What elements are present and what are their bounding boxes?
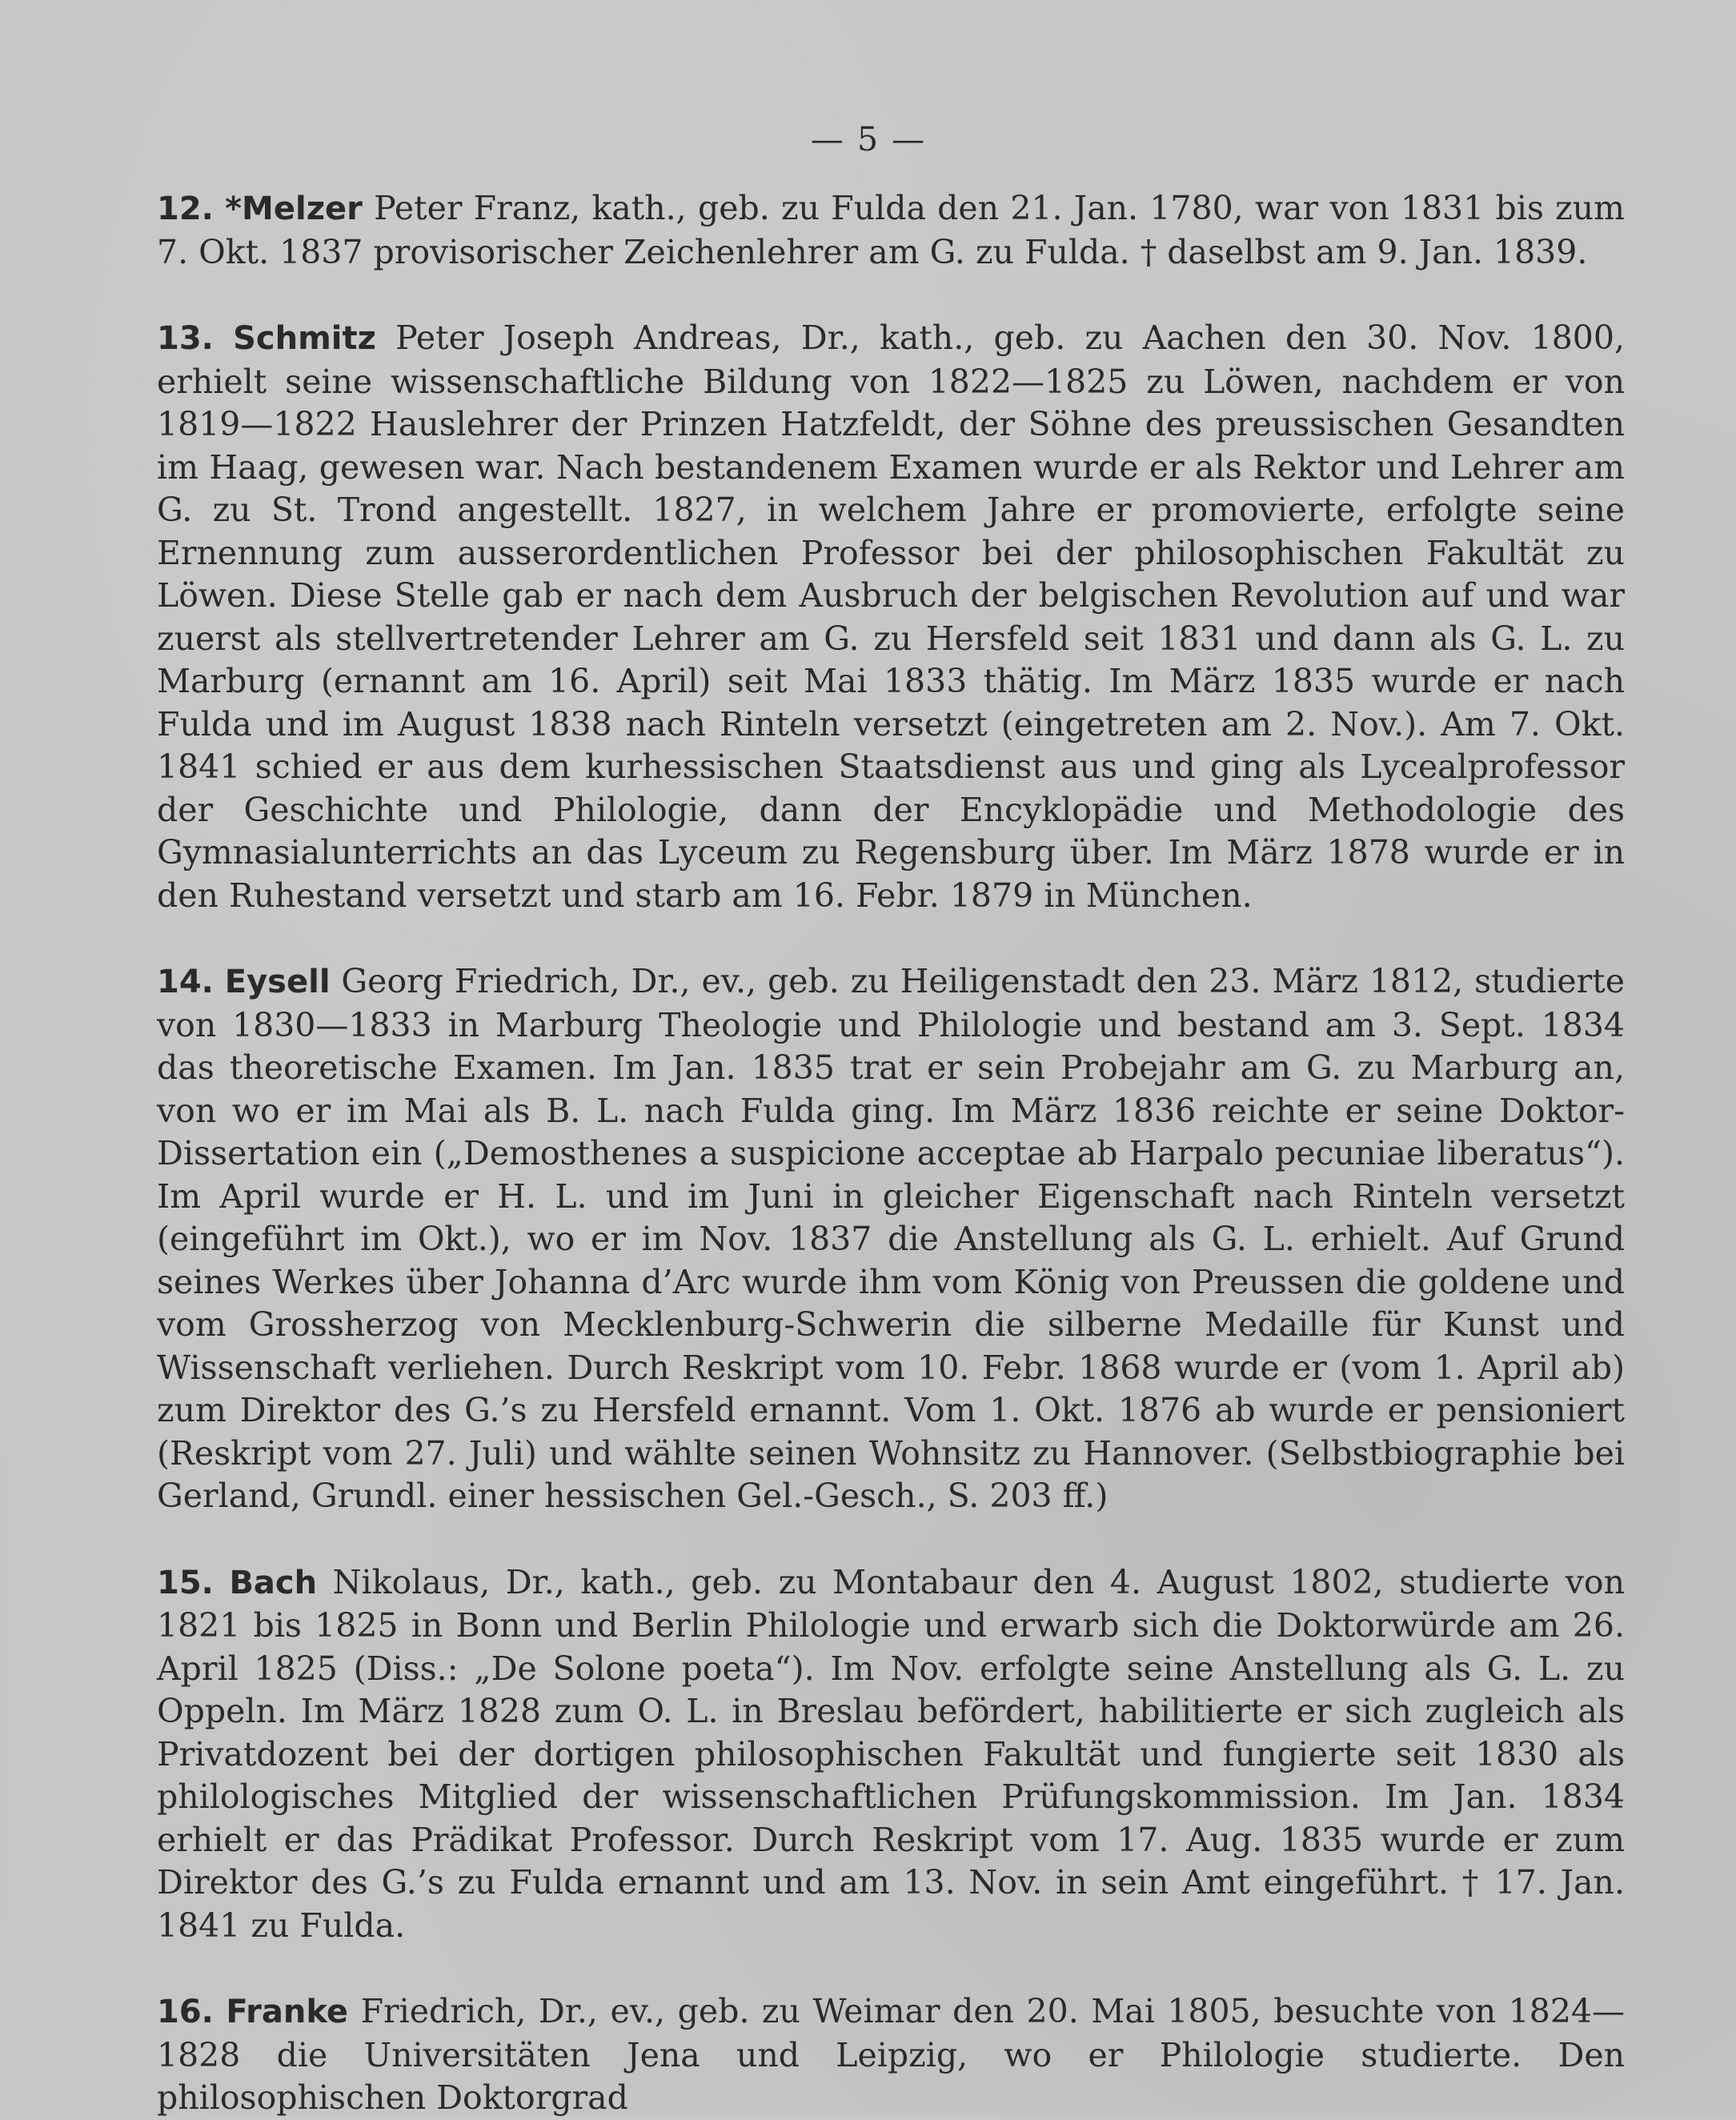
entry-paragraph xyxy=(80,1990,1625,2120)
entry-text: Georg Friedrich, Dr., ev., geb. zu Heiligenstadt den 23. März 1812, studierte von 1830—1833 in Marburg Theologie und Philologie und bestand am 3. Sept. 1834 das theoretische Examen. Im Jan. 1835 trat er sein Probejahr am G. zu Marburg an, von wo er im Mai als B. L. nach Fulda ging. Im März 1836 reichte er seine Doktor-Dissertation ein („Demosthenes a suspicione acceptae ab Harpalo pecuniae liberatus“). Im April wurde er H. L. und im Juni in gleicher Eigenschaft nach Rinteln versetzt (eingeführt im Okt.), wo er im Nov. 1837 die Anstellung als G. L. erhielt. Auf Grund seines Werkes über Johanna d’Arc wurde ihm vom König von Preussen die goldene und vom Grossherzog von Mecklenburg-Schwerin die silberne Medaille für Kunst und Wissenschaft verliehen. Durch Reskript vom 10. Febr. 1868 wurde er (vom 1. April ab) zum Direktor des G.’s zu Hersfeld ernannt. Vom 1. Okt. 1876 ab wurde er pensioniert (Reskript vom 27. Juli) und wählte seinen Wohnsitz zu Hannover. (Selbstbiographie bei Gerland, Grundl. einer hessischen Gel.-Gesch., S. 203 ff.) xyxy=(157,962,1625,1515)
entry-name: *Melzer xyxy=(225,190,363,227)
entry-12 xyxy=(80,187,1625,274)
entry-number: 15. xyxy=(157,1564,214,1601)
entry-text: Peter Franz, kath., geb. zu Fulda den 21. Jan. 1780, war von 1831 bis zum 7. Okt. 1837 provisorischer Zeichenlehrer am G. zu Fulda. † daselbst am 9. Jan. 1839. xyxy=(157,189,1625,271)
entry-name: Bach xyxy=(229,1564,318,1601)
entry-paragraph xyxy=(80,317,1625,917)
entry-16 xyxy=(80,1990,1625,2120)
entry-number: 12. xyxy=(157,190,214,227)
entry-number: 13. xyxy=(157,320,214,357)
entry-paragraph xyxy=(80,187,1625,274)
entry-14 xyxy=(80,960,1625,1518)
entry-name: Schmitz xyxy=(233,320,376,357)
page-number: — 5 — xyxy=(810,120,927,158)
entry-name: Eysell xyxy=(224,964,331,1000)
entry-15 xyxy=(80,1561,1625,1948)
entry-text: Nikolaus, Dr., kath., geb. zu Montabaur den 4. August 1802, studierte von 1821 bis 1825 in Bonn und Berlin Philologie und erwarb sich die Doktorwürde am 26. April 1825 (Diss.: „De Solone poeta“). Im Nov. erfolgte seine Anstellung als G. L. zu Oppeln. Im März 1828 zum O. L. in Breslau befördert, habilitierte er sich zugleich als Privatdozent bei der dortigen philosophischen Fakultät und fungierte seit 1830 als philologisches Mitglied der wissenschaftlichen Prüfungskommission. Im Jan. 1834 erhielt er das Prädikat Professor. Durch Reskript vom 17. Aug. 1835 wurde er zum Direktor des G.’s zu Fulda ernannt und am 13. Nov. in sein Amt eingeführt. † 17. Jan. 1841 zu Fulda. xyxy=(157,1562,1625,1945)
entry-text: Friedrich, Dr., ev., geb. zu Weimar den 20. Mai 1805, besuchte von 1824—1828 die Universitäten Jena und Leipzig, wo er Philologie studierte. Den philosophischen Doktorgrad xyxy=(157,1992,1625,2117)
entry-number: 14. xyxy=(157,964,214,1000)
document-page xyxy=(80,120,1625,2120)
entry-text: Peter Joseph Andreas, Dr., kath., geb. zu Aachen den 30. Nov. 1800, erhielt seine wissenschaftliche Bildung von 1822—1825 zu Löwen, nachdem er von 1819—1822 Hauslehrer der Prinzen Hatzfeldt, der Söhne des preussischen Gesandten im Haag, gewesen war. Nach bestandenem Examen wurde er als Rektor und Lehrer am G. zu St. Trond angestellt. 1827, in welchem Jahre er promovierte, erfolgte seine Ernennung zum ausserordentlichen Professor bei der philosophischen Fakultät zu Löwen. Diese Stelle gab er nach dem Ausbruch der belgischen Revolution auf und war zuerst als stellvertretender Lehrer am G. zu Hersfeld seit 1831 und dann als G. L. zu Marburg (ernannt am 16. April) seit Mai 1833 thätig. Im März 1835 wurde er nach Fulda und im August 1838 nach Rinteln versetzt (eingetreten am 2. Nov.). Am 7. Okt. 1841 schied er aus dem kurhessischen Staatsdienst aus und ging als Lycealprofessor der Geschichte und Philologie, dann der Encyklopädie und Methodologie des Gymnasialunterrichts an das Lyceum zu Regensburg über. Im März 1878 wurde er in den Ruhestand versetzt und starb am 16. Febr. 1879 in München. xyxy=(157,319,1625,915)
entry-number: 16. xyxy=(157,1994,214,2030)
entry-13 xyxy=(80,317,1625,917)
entry-paragraph xyxy=(80,1561,1625,1948)
entry-paragraph xyxy=(80,960,1625,1518)
entry-name: Franke xyxy=(226,1994,349,2030)
